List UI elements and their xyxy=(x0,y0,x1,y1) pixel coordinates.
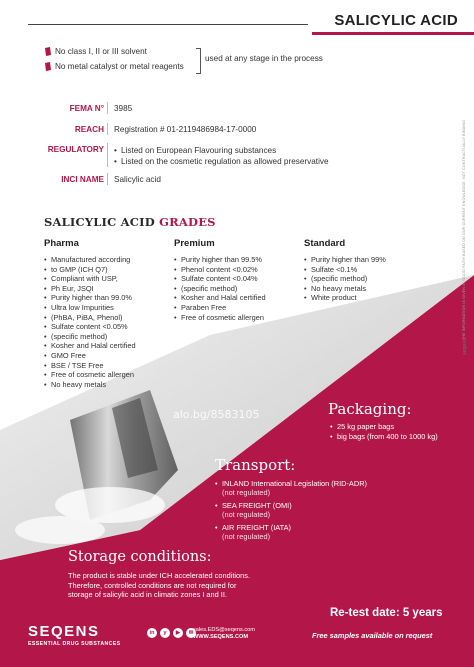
grade-item: • No heavy metals xyxy=(44,380,136,390)
solvent-statements xyxy=(44,44,214,74)
storage-title: Storage conditions: xyxy=(68,549,212,565)
grade-item: • (specific method) xyxy=(304,274,386,284)
transport-item xyxy=(215,523,367,542)
logo-tagline: ESSENTIAL DRUG SUBSTANCES xyxy=(28,641,121,647)
side-disclaimer: THE INFORMATION IS GIVEN IN GOOD FAITH BASED ON OUR CURRENT KNOWLEDGE. NOT CONTRACTUALLY BINDING xyxy=(462,119,466,340)
grade-item: • Ultra low Impurities xyxy=(44,303,136,313)
grade-item: • Purity higher than 99% xyxy=(304,255,386,265)
grade-item: • Phenol content <0.02% xyxy=(174,265,266,275)
contact-email[interactable]: sales.EDS@seqens.com xyxy=(193,627,255,633)
packaging-item: • 25 kg paper bags xyxy=(330,422,438,432)
transport-status: (not regulated) xyxy=(222,532,271,542)
storage-text xyxy=(68,571,308,600)
fema-label: FEMA N° xyxy=(69,104,104,113)
grade-list xyxy=(174,255,266,322)
youtube-icon[interactable]: ▶ xyxy=(173,628,183,638)
grade-heading: Pharma xyxy=(44,238,79,249)
info-divider xyxy=(107,123,108,135)
contact-block xyxy=(193,627,255,641)
samples-note: Free samples available on request xyxy=(312,631,433,640)
drop-icon xyxy=(44,62,52,71)
regulatory-label: REGULATORY xyxy=(47,145,104,154)
solvent-text: No metal catalyst or metal reagents xyxy=(55,62,184,71)
grade-standard xyxy=(304,238,386,303)
grade-item: • Kosher and Halal certified xyxy=(174,293,266,303)
info-divider xyxy=(107,143,108,167)
grade-item: • Sulfate <0.1% xyxy=(304,265,386,275)
regulatory-item: • Listed on European Flavouring substances xyxy=(114,145,329,156)
twitter-icon[interactable]: y xyxy=(160,628,170,638)
inci-value: Salicylic acid xyxy=(114,175,161,184)
transport-status: (not regulated) xyxy=(222,510,271,520)
transport-item xyxy=(215,479,367,498)
solvent-note: used at any stage in the process xyxy=(205,54,323,63)
storage-line: storage of salicylic acid in climatic zones I and II. xyxy=(68,590,227,600)
grade-pharma xyxy=(44,238,136,389)
transport-item xyxy=(215,501,367,520)
transport-mode: AIR FREIGHT (IATA) xyxy=(222,522,291,532)
grade-heading: Premium xyxy=(174,238,215,249)
grade-item: • Free of cosmetic allergen xyxy=(44,370,136,380)
page-title: SALICYLIC ACID xyxy=(334,12,458,29)
solvent-item xyxy=(44,59,214,74)
grade-item: • Purity higher than 99.5% xyxy=(174,255,266,265)
transport-list xyxy=(215,479,367,544)
inci-label: INCI NAME xyxy=(61,175,104,184)
packaging-title: Packaging: xyxy=(328,400,412,418)
solvent-text: No class I, II or III solvent xyxy=(55,47,147,56)
transport-status: (not regulated) xyxy=(222,488,271,498)
brace-bracket xyxy=(196,48,201,74)
solvent-item xyxy=(44,44,214,59)
grade-item: • to GMP (ICH Q7) xyxy=(44,265,136,275)
info-divider xyxy=(107,173,108,185)
watermark: alo.bg/8583105 xyxy=(173,408,260,421)
grade-item: • White product xyxy=(304,293,386,303)
retest-date: Re-test date: 5 years xyxy=(330,607,443,619)
reach-value: Registration # 01-2119486984-17-0000 xyxy=(114,125,257,134)
grades-title xyxy=(44,215,216,229)
packaging-item: • big bags (from 400 to 1000 kg) xyxy=(330,432,438,442)
side-brand: seqens xyxy=(462,337,468,355)
grade-item: • Free of cosmetic allergen xyxy=(174,313,266,323)
grade-item: • (PhBA, PiBA, Phenol) xyxy=(44,313,136,323)
social-links xyxy=(147,628,199,638)
mail-icon[interactable]: ✉ xyxy=(186,628,196,638)
grade-list xyxy=(304,255,386,303)
grade-item: • Manufactured according xyxy=(44,255,136,265)
grade-item: • Sulfate content <0.04% xyxy=(174,274,266,284)
transport-mode: SEA FREIGHT (OMI) xyxy=(222,500,292,510)
grades-title-accent: GRADES xyxy=(159,215,216,229)
info-divider xyxy=(107,102,108,114)
grade-item: • Kosher and Halal certified xyxy=(44,341,136,351)
drop-icon xyxy=(44,47,52,56)
header-rule xyxy=(28,24,308,25)
fema-value: 3985 xyxy=(114,104,133,113)
storage-line: The product is stable under ICH accelerated conditions. xyxy=(68,571,250,580)
transport-mode: INLAND International Legislation (RID-ADR) xyxy=(222,479,367,488)
grade-item: • (specific method) xyxy=(174,284,266,294)
transport-title: Transport: xyxy=(215,456,296,474)
linkedin-icon[interactable]: in xyxy=(147,628,157,638)
grade-item: • Ph Eur, JSQI xyxy=(44,284,136,294)
regulatory-values xyxy=(114,145,329,167)
grade-item: • BSE / TSE Free xyxy=(44,361,136,371)
grades-title-main: SALICYLIC ACID xyxy=(44,215,155,229)
grade-premium xyxy=(174,238,266,322)
grade-item: • Compliant with USP, xyxy=(44,274,136,284)
packaging-list xyxy=(330,422,438,442)
grade-list xyxy=(44,255,136,389)
title-accent-bar xyxy=(312,32,474,35)
grade-item: • Purity higher than 99.0% xyxy=(44,293,136,303)
grade-item: • GMO Free xyxy=(44,351,136,361)
grade-heading: Standard xyxy=(304,238,346,249)
storage-line: Therefore, controlled conditions are not required for xyxy=(68,580,237,590)
contact-website[interactable]: WWW.SEQENS.COM xyxy=(193,634,249,641)
grade-item: • Paraben Free xyxy=(174,303,266,313)
regulatory-item: • Listed on the cosmetic regulation as allowed preservative xyxy=(114,156,329,167)
reach-label: REACH xyxy=(74,125,104,134)
logo-wordmark: SEQENS xyxy=(28,623,100,640)
company-logo xyxy=(28,623,121,647)
grade-item: • No heavy metals xyxy=(304,284,386,294)
grade-item: • (specific method) xyxy=(44,332,136,342)
grade-item: • Sulfate content <0.05% xyxy=(44,322,136,332)
